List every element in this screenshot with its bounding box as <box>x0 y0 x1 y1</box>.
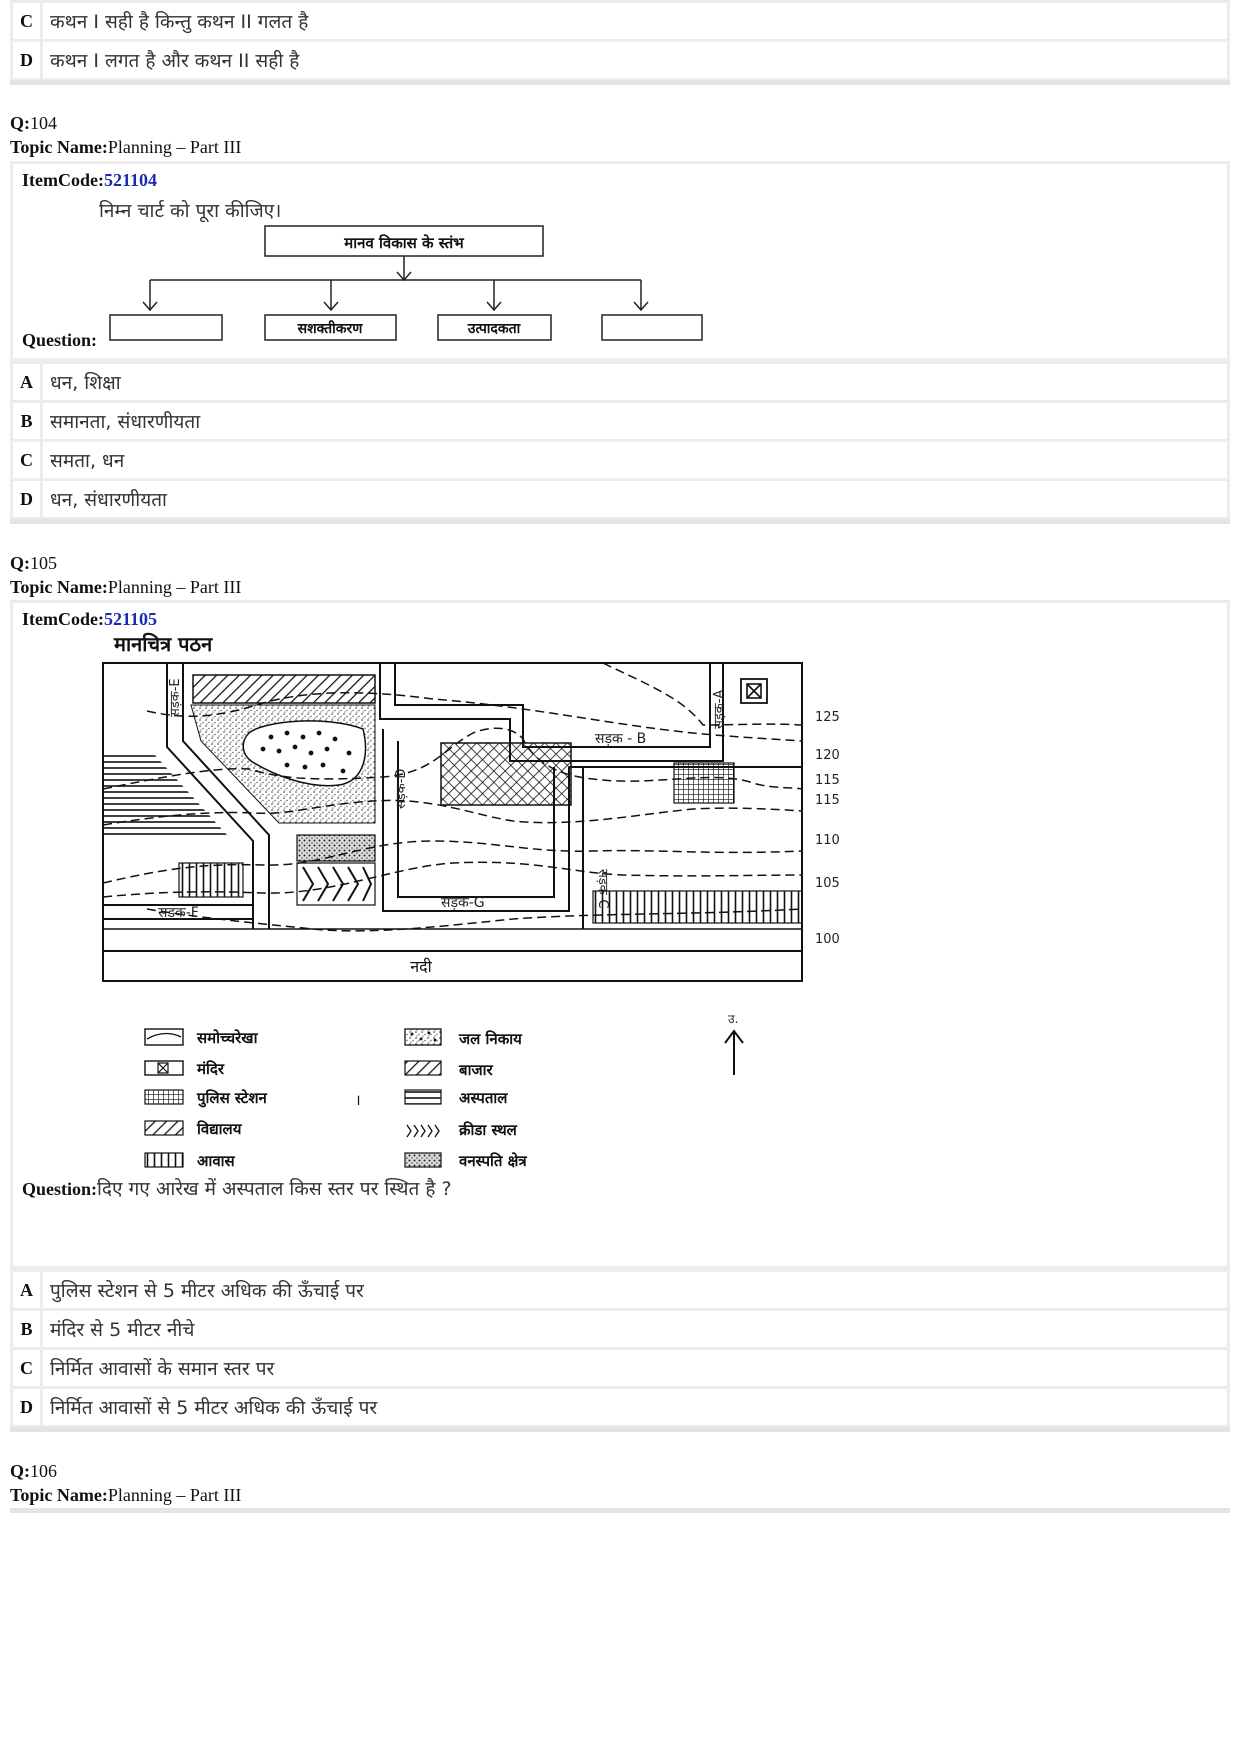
question-text: दिए गए आरेख में अस्पताल किस स्तर पर स्थित है ? <box>97 1178 452 1200</box>
topic-label: Topic Name: <box>10 577 108 597</box>
contour-value: 125 <box>815 710 840 725</box>
legend-label: वनस्पति क्षेत्र <box>459 1152 527 1170</box>
hatched-block <box>441 743 571 805</box>
question-label: Question: <box>22 330 98 350</box>
q-label: Q: <box>10 553 30 573</box>
question-box-104 <box>10 161 1230 361</box>
q-label: Q: <box>10 1461 30 1481</box>
legend-label: मंदिर <box>197 1060 224 1078</box>
question-label: Question:दिए गए आरेख में अस्पताल किस स्तर पर स्थित है ? <box>22 1178 452 1200</box>
option-text: मंदिर से 5 मीटर नीचे <box>43 1311 1227 1347</box>
item-code-value: 521104 <box>103 170 157 190</box>
q-number: 104 <box>30 113 57 133</box>
topic-name: Planning – Part III <box>107 137 242 157</box>
legend-stray-mark: । <box>355 1091 361 1109</box>
option-text: निर्मित आवासों से 5 मीटर अधिक की ऊँचाई पर <box>43 1389 1227 1425</box>
contour-value: 115 <box>815 773 840 788</box>
option-letter: B <box>13 1311 40 1347</box>
legend-label: जल निकाय <box>459 1030 522 1048</box>
legend-label: बाजार <box>459 1061 493 1079</box>
option-letter: C <box>13 3 40 39</box>
prev-question-options <box>10 0 1230 81</box>
legend-label: पुलिस स्टेशन <box>197 1089 267 1107</box>
q-number: 106 <box>30 1461 57 1481</box>
item-code-value: 521105 <box>103 609 157 629</box>
option-row-a[interactable] <box>13 364 1227 400</box>
map-figure <box>13 629 853 1229</box>
option-letter: D <box>13 481 40 517</box>
north-label: उ. <box>728 1012 739 1026</box>
option-letter: B <box>13 403 40 439</box>
option-letter: A <box>13 1272 40 1308</box>
housing-area-2 <box>593 891 802 923</box>
topic-label: Topic Name: <box>10 137 108 157</box>
legend-label: अस्पताल <box>459 1089 508 1107</box>
option-letter: A <box>13 364 40 400</box>
option-row-a[interactable] <box>13 1272 1227 1308</box>
option-letter: D <box>13 42 40 78</box>
chart-box-label: सशक्तीकरण <box>297 321 363 337</box>
chart-box-4 <box>602 315 702 340</box>
chart-box-1 <box>110 315 222 340</box>
option-text: पुलिस स्टेशन से 5 मीटर अधिक की ऊँचाई पर <box>43 1272 1227 1308</box>
item-code: ItemCode:521104 <box>22 170 157 190</box>
option-letter: D <box>13 1389 40 1425</box>
option-text: कथन I लगत है और कथन II सही है <box>43 42 1227 78</box>
topic-name: Planning – Part III <box>107 1485 242 1505</box>
question-box-105 <box>10 600 1230 1269</box>
contour-value: 110 <box>815 833 840 848</box>
market-area <box>193 675 375 703</box>
option-text: कथन I सही है किन्तु कथन II गलत है <box>43 3 1227 39</box>
road-label-f: सड़क-F <box>158 905 199 921</box>
road-label-g: सड़क-G <box>441 895 485 911</box>
contour-values <box>815 710 840 947</box>
road-label-d: सड़क-D <box>394 768 409 809</box>
option-letter: C <box>13 442 40 478</box>
contour-value: 100 <box>815 932 840 947</box>
contour-value: 105 <box>815 876 840 891</box>
option-text: समता, धन <box>43 442 1227 478</box>
q-number: 105 <box>30 553 57 573</box>
question-header-106 <box>10 1459 241 1507</box>
item-code: ItemCode:521105 <box>22 609 157 629</box>
option-text: धन, संधारणीयता <box>43 481 1227 517</box>
road-label-c: सड़क-C <box>595 869 610 909</box>
contour-value: 120 <box>815 748 840 763</box>
option-text: निर्मित आवासों के समान स्तर पर <box>43 1350 1227 1386</box>
road-label-a: सड़क-A <box>712 689 727 729</box>
legend-label: आवास <box>197 1152 235 1170</box>
option-row-c[interactable] <box>13 442 1227 478</box>
separator <box>10 519 1230 524</box>
road-label-e: सड़क-E <box>168 678 183 717</box>
option-row-d[interactable] <box>13 42 1227 78</box>
topic-name: Planning – Part III <box>107 577 242 597</box>
option-row-c[interactable] <box>13 3 1227 39</box>
separator <box>10 1427 1230 1432</box>
option-row-c[interactable] <box>13 1350 1227 1386</box>
legend-label: क्रीडा स्थल <box>459 1121 517 1139</box>
option-text: धन, शिक्षा <box>43 364 1227 400</box>
map-title: मानचित्र पठन <box>114 632 213 656</box>
instruction: निम्न चार्ट को पूरा कीजिए। <box>99 200 282 222</box>
legend-label: विद्यालय <box>197 1120 242 1138</box>
separator <box>10 1508 1230 1513</box>
chart-top-label: मानव विकास के स्तंभ <box>344 234 464 252</box>
option-text: समानता, संधारणीयता <box>43 403 1227 439</box>
question-header-105 <box>10 551 241 599</box>
separator <box>10 80 1230 85</box>
river-label: नदी <box>410 957 432 976</box>
options-104 <box>10 361 1230 520</box>
chart-box-label: उत्पादकता <box>467 321 521 337</box>
options-105 <box>10 1269 1230 1428</box>
q-label: Q: <box>10 113 30 133</box>
option-letter: C <box>13 1350 40 1386</box>
legend-label: समोच्चरेखा <box>197 1029 258 1047</box>
option-row-d[interactable] <box>13 1389 1227 1425</box>
pillars-chart <box>13 200 813 360</box>
option-row-b[interactable] <box>13 1311 1227 1347</box>
vegetation-small <box>297 835 375 861</box>
map-legend <box>145 1029 527 1170</box>
option-row-d[interactable] <box>13 481 1227 517</box>
police-station-area <box>674 763 734 803</box>
road-label-b: सड़क - B <box>595 731 647 747</box>
option-row-b[interactable] <box>13 403 1227 439</box>
question-header-104 <box>10 111 241 159</box>
topic-label: Topic Name: <box>10 1485 108 1505</box>
contour-value: 115 <box>815 793 840 808</box>
north-arrow <box>725 1031 743 1075</box>
